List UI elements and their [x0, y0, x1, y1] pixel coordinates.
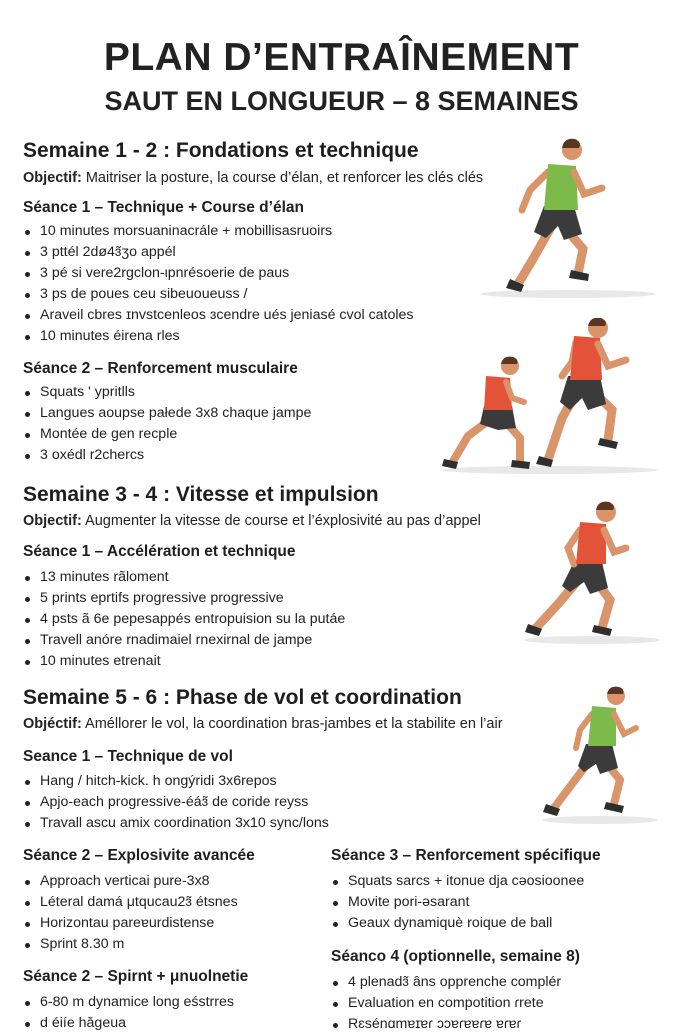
week-3-4-session-1-list	[23, 567, 345, 672]
week-5-6-session-5-list	[23, 992, 234, 1034]
week-3-4-objective	[23, 513, 481, 529]
lunge-red-icon	[440, 318, 660, 476]
week-5-6-session-5-title: Séance 2 – Spirnt + μnuolnetie	[23, 968, 249, 985]
list-item: Sprint 8.30 m	[23, 934, 238, 955]
objective-label: Objéctif:	[23, 716, 82, 732]
week-1-2-session-1-title: Séance 1 – Technique + Course d’élan	[23, 199, 304, 216]
objective-label: Objectif:	[23, 513, 82, 529]
week-5-6-objective	[23, 716, 503, 732]
list-item: d éiíe hăgeua	[23, 1013, 234, 1034]
week-3-4-session-1-title: Séance 1 – Accélération et technique	[23, 543, 296, 560]
list-item: Approach verticai pure-3x8	[23, 871, 238, 892]
objective-label: Objectif:	[23, 170, 82, 186]
objective-text: Maitriser la posture, la course d’élan, et renforcer les clés clés	[85, 170, 484, 186]
runner-green-icon	[478, 134, 658, 300]
list-item: Araveil cbres ɪnvstcenleos ɜcendre ués jeniasé cvol catoles	[23, 305, 414, 326]
week-5-6-heading: Semaine 5 - 6 : Phase de vol et coordination	[23, 686, 462, 709]
week-5-6-session-4-list	[331, 972, 561, 1035]
list-item: 6-80 m dynamice long eśstrres	[23, 992, 234, 1013]
week-1-2-objective	[23, 170, 483, 186]
week-1-2-session-1-list	[23, 221, 414, 347]
list-item: Montée de gen recple	[23, 424, 311, 445]
week-1-2-session-2-title: Séance 2 – Renforcement musculaire	[23, 360, 298, 377]
week-5-6-session-1-list	[23, 771, 329, 834]
week-1-2-heading: Semaine 1 - 2 : Fondations et technique	[23, 139, 419, 162]
week-3-4-heading: Semaine 3 - 4 : Vitesse et impulsion	[23, 483, 379, 506]
page-title: PLAN D’ENTRAÎNEMENT	[103, 36, 580, 79]
week-5-6-session-4-title: Séanco 4 (optionnelle, semaine 8)	[331, 948, 580, 965]
objective-text: Améllorer le vol, la coordination bras-jambes et la stabilite en l’air	[85, 716, 503, 732]
list-item: 4 plenadɜ̃ âns opprenche complér	[331, 972, 561, 993]
list-item: 3 pttél 2dø4ɜ̃ʒo appél	[23, 242, 414, 263]
list-item: Travell anóre rnadimaiel rnexirnal de jampe	[23, 630, 345, 651]
page-subtitle: SAUT EN LONGUEUR – 8 SEMAINES	[104, 86, 579, 116]
list-item: 3 oxédl r2chercs	[23, 445, 311, 466]
list-item: Hang / hitch-kick. h ongýridi 3x6repos	[23, 771, 329, 792]
objective-text: Augmenter la vitesse de course et l’éxplosivité au pas d’appel	[85, 513, 481, 529]
list-item: Evaluation en compotition ɾrete	[331, 993, 561, 1014]
list-item: 10 minutes etrenait	[23, 651, 345, 672]
list-item: Squats ʹ ypritlls	[23, 382, 311, 403]
list-item: 5 prints eprtifs progressive progressive	[23, 588, 345, 609]
week-1-2-session-2-list	[23, 382, 311, 466]
week-5-6-session-1-title: Seance 1 – Technique de vol	[23, 748, 233, 765]
list-item: Langues aoupse pałede 3x8 chaque jampe	[23, 403, 311, 424]
list-item: 10 minutes morsuaninacrále + mobillisasruoirs	[23, 221, 414, 242]
runner-green-small-icon	[540, 684, 660, 826]
list-item: Léteral damá μtqucau2ɜ̃ étsnes	[23, 892, 238, 913]
list-item: 3 ps de poues ceu sibeuoueuss /	[23, 284, 414, 305]
runner-red-icon	[522, 500, 662, 646]
list-item: 10 minutes éirena rles	[23, 326, 414, 347]
list-item: Geaux dynamiquè roique de ball	[331, 913, 584, 934]
list-item: 3 pé si vere2rgclon-ιpnrésoerie de paus	[23, 263, 414, 284]
list-item: Horizontau pareɐurdistense	[23, 913, 238, 934]
list-item: 4 psts ã 6e pepesappés entropuision su la putáe	[23, 609, 345, 630]
list-item: Movite pori-əsarant	[331, 892, 584, 913]
week-5-6-session-2-title: Séance 2 – Explosivite avancée	[23, 847, 255, 864]
week-5-6-session-3-title: Séance 3 – Renforcement spécifique	[331, 847, 601, 864]
list-item: Squats sarcs + itonue dja cəosioonee	[331, 871, 584, 892]
week-5-6-session-2-list	[23, 871, 238, 955]
list-item: Travall ascu amix coordination 3x10 sync/lons	[23, 813, 329, 834]
list-item: Apjo-each progressive-éáɜ̃ de coride reyss	[23, 792, 329, 813]
list-item: 13 minutes rãloment	[23, 567, 345, 588]
list-item: Rɛsénɑmɐɪɐɾ ɔɔɐɾɐɐɾɐ ɐɾɐɾ	[331, 1014, 561, 1035]
week-5-6-session-3-list	[331, 871, 584, 934]
